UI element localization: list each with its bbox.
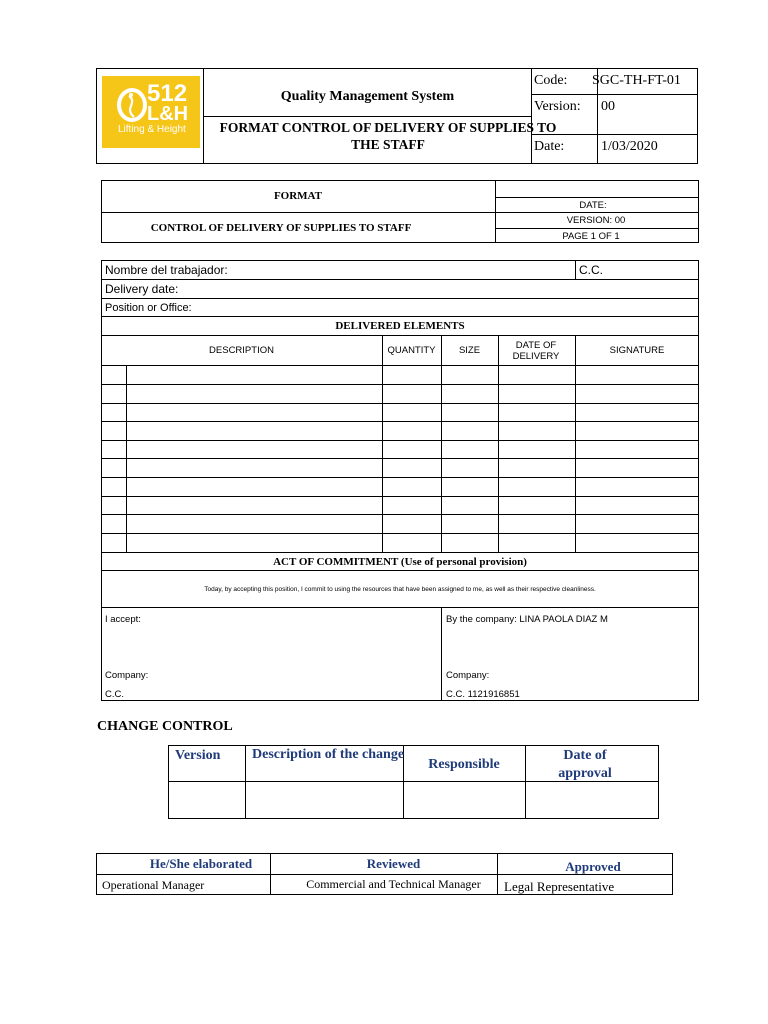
cc-col-description: Description of the change xyxy=(252,747,405,762)
logo-letters: L&H xyxy=(147,103,189,125)
col-line xyxy=(245,745,246,819)
delivery-date-label: Delivery date: xyxy=(105,282,179,296)
col-line xyxy=(575,335,576,552)
delivered-elements-title: DELIVERED ELEMENTS xyxy=(335,320,465,332)
cc-divider xyxy=(575,260,576,279)
date-value: 1/03/2020 xyxy=(601,139,658,154)
version-label: Version: xyxy=(534,99,581,114)
worker-name-label: Nombre del trabajador: xyxy=(105,263,228,277)
date-label: Date: xyxy=(534,139,565,154)
right-cc-label: C.C. 1121916851 xyxy=(446,689,520,700)
commitment-text: Today, by accepting this position, I commit to using the resources that have been assigned to me, as well as their respective cleanliness. xyxy=(204,585,596,593)
format-version-label: VERSION: 00 xyxy=(566,214,626,226)
cc-col-version: Version xyxy=(175,748,221,763)
approval-value-reviewed: Commercial and Technical Manager xyxy=(306,877,481,891)
table-row xyxy=(101,496,699,497)
col-line xyxy=(441,335,442,552)
table-row xyxy=(101,384,699,385)
approval-value-approved: Legal Representative xyxy=(504,878,615,894)
col-date-of-delivery: DATE OF DELIVERY xyxy=(512,339,560,362)
col-description: DESCRIPTION xyxy=(209,345,274,356)
code-value: SGC-TH-FT-01 xyxy=(592,73,681,88)
table-row xyxy=(101,458,699,459)
cc-col-date-of-approval: Date of approval xyxy=(558,748,612,781)
col-signature: SIGNATURE xyxy=(609,345,665,356)
by-company-label: By the company: LINA PAOLA DIAZ M xyxy=(446,614,608,625)
right-company-label: Company: xyxy=(446,670,490,681)
col-size: SIZE xyxy=(458,345,481,356)
col-line xyxy=(498,335,499,552)
table-row xyxy=(101,477,699,478)
logo-number: 512 xyxy=(147,80,188,107)
commitment-title: ACT OF COMMITMENT (Use of personal provision) xyxy=(273,555,527,568)
table-row xyxy=(101,403,699,404)
row-line xyxy=(101,279,699,280)
row-line xyxy=(101,607,699,608)
format-label: FORMAT xyxy=(273,190,323,202)
position-label: Position or Office: xyxy=(105,301,192,314)
control-label: CONTROL OF DELIVERY OF SUPPLIES TO STAFF xyxy=(150,222,412,234)
table-row xyxy=(101,365,699,366)
table-row xyxy=(101,440,699,441)
approval-value-elaborated: Operational Manager xyxy=(102,878,205,892)
version-value: 00 xyxy=(601,99,615,114)
approval-header-approved: Approved xyxy=(565,858,621,874)
system-title: Quality Management System xyxy=(280,89,455,104)
company-logo xyxy=(102,76,200,148)
left-cc-label: C.C. xyxy=(105,689,124,700)
cc-col-responsible: Responsible xyxy=(428,757,500,772)
approval-header-elaborated: He/She elaborated xyxy=(149,855,253,871)
format-page-label: PAGE 1 OF 1 xyxy=(562,230,620,242)
format-date-label: DATE: xyxy=(579,199,607,211)
col-quantity: QUANTITY xyxy=(387,345,436,356)
left-company-label: Company: xyxy=(105,670,149,681)
logo-tagline: Lifting & Height xyxy=(118,124,186,135)
code-label: Code: xyxy=(534,73,568,88)
format-block-hline xyxy=(101,212,496,213)
table-row xyxy=(101,514,699,515)
col-line xyxy=(525,745,526,819)
table-row xyxy=(101,421,699,422)
signature-divider xyxy=(441,607,442,701)
accept-label: I accept: xyxy=(105,614,141,625)
worker-cc-label: C.C. xyxy=(579,263,603,277)
format-title: FORMAT CONTROL OF DELIVERY OF SUPPLIES TO THE STAFF xyxy=(219,120,557,152)
header-hline-1 xyxy=(531,94,698,95)
table-row xyxy=(101,533,699,534)
change-control-title: CHANGE CONTROL xyxy=(97,719,233,734)
approval-header-reviewed: Reviewed xyxy=(366,855,421,871)
col-line xyxy=(382,335,383,552)
